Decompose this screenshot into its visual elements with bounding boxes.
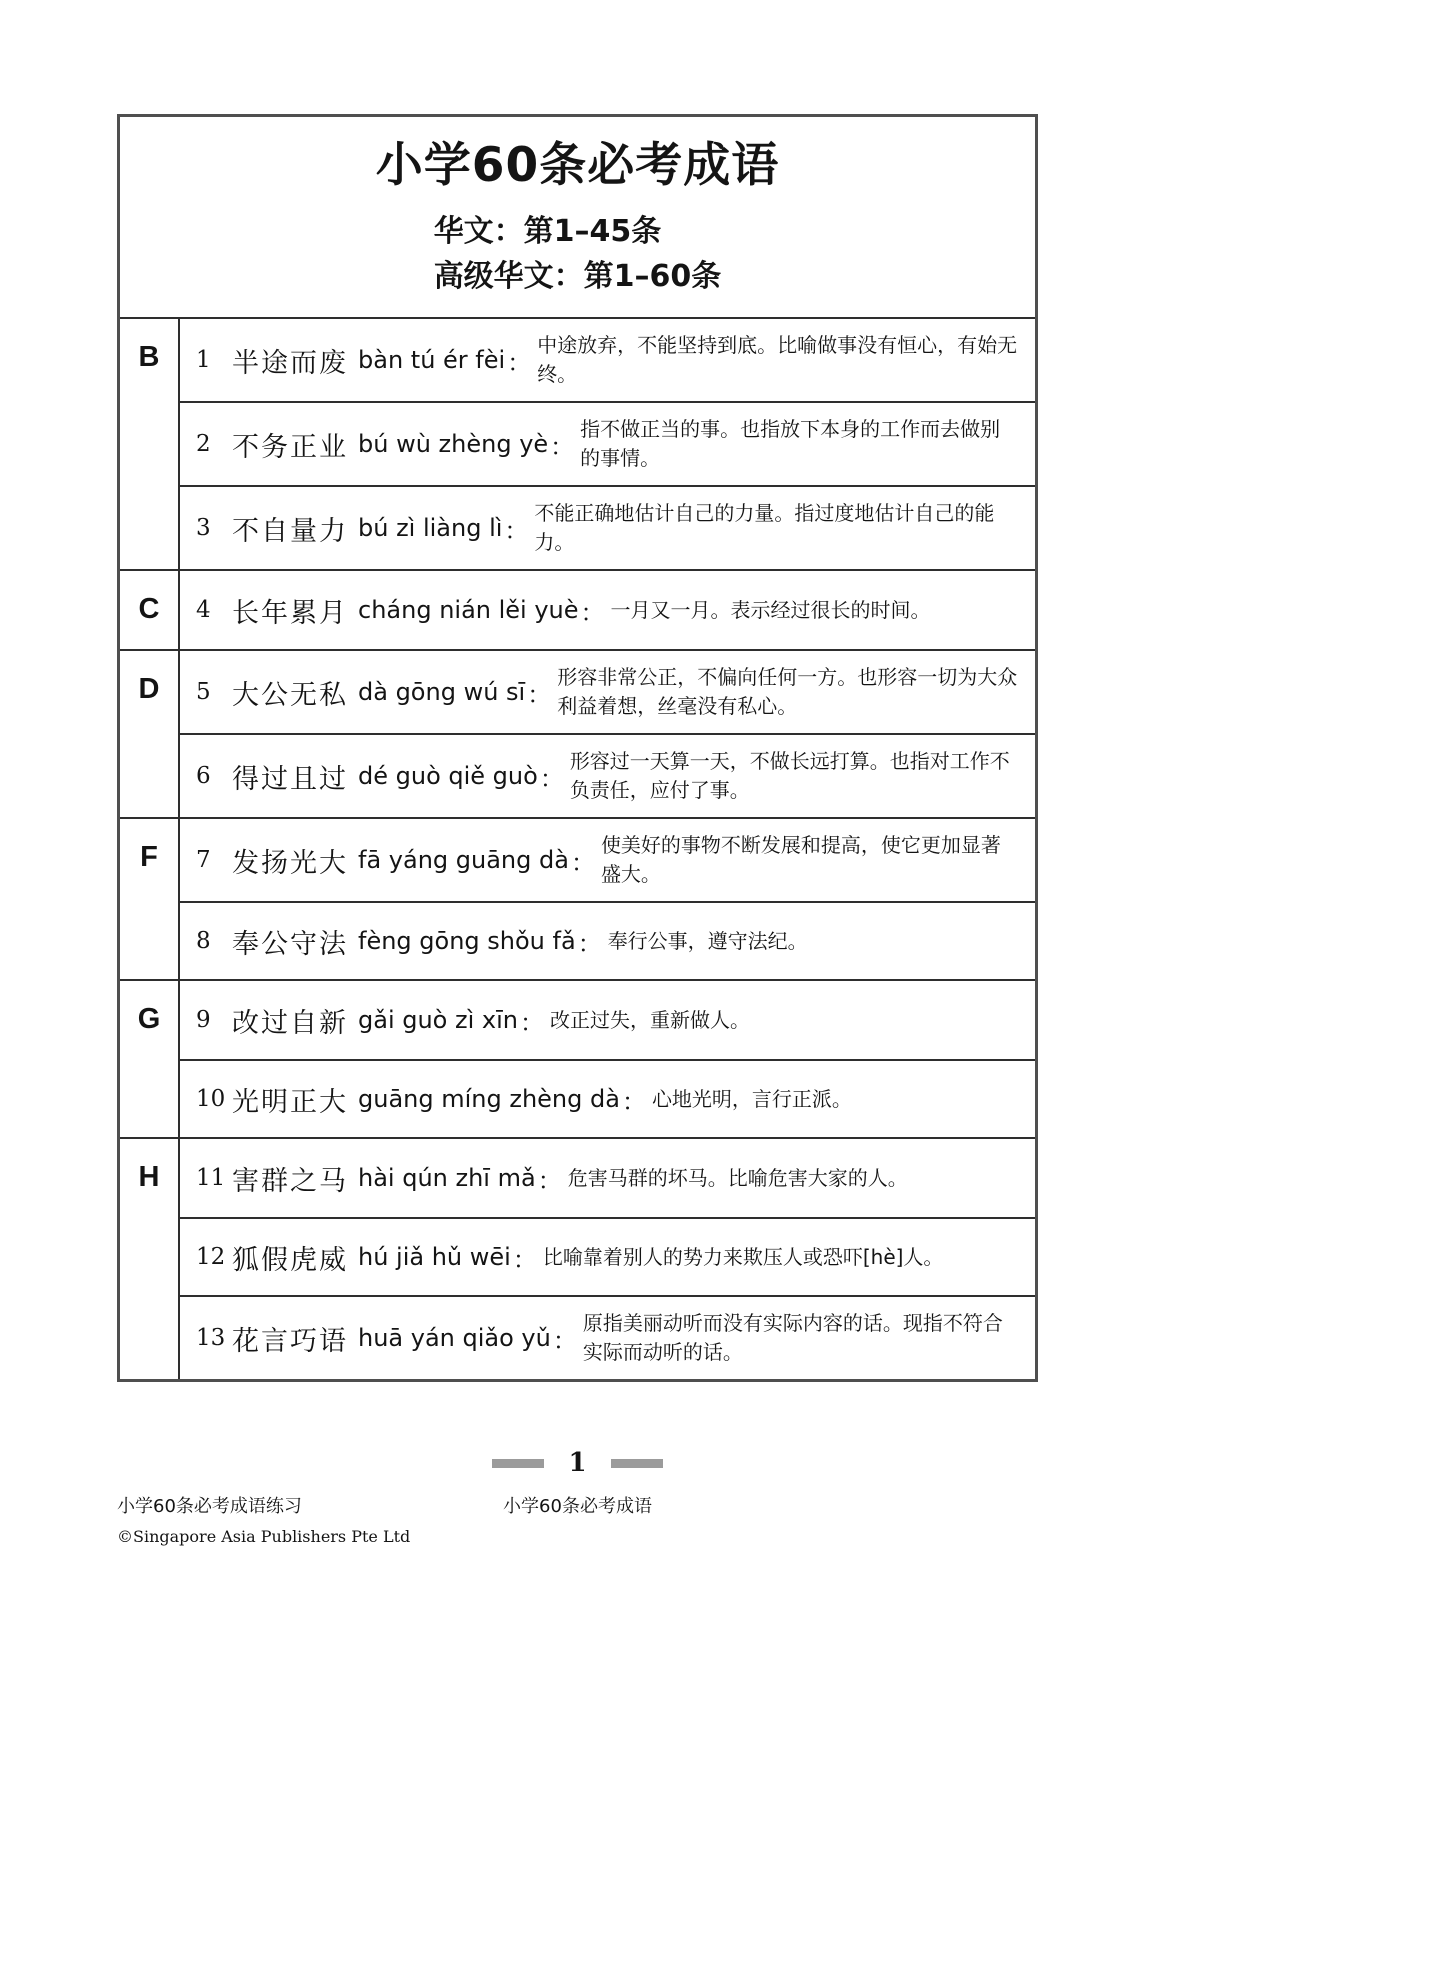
entry-idiom: 狐假虎威	[232, 1244, 348, 1276]
entry-pinyin: guāng míng zhèng dà	[358, 1085, 620, 1114]
entry-pinyin: fèng gōng shǒu fǎ	[358, 927, 576, 956]
entry-number: 10	[196, 1086, 226, 1113]
entry-pinyin: dà gōng wú sī	[358, 678, 526, 707]
letter-group-h	[120, 1139, 1035, 1379]
entry-idiom: 害群之马	[232, 1165, 348, 1197]
worksheet-frame	[117, 114, 1038, 1382]
idiom-entry	[180, 819, 1035, 901]
entry-number: 2	[196, 431, 211, 458]
entry-pinyin: dé guò qiě guò	[358, 762, 538, 791]
entry-number: 4	[196, 597, 211, 624]
idiom-entry	[180, 1139, 1035, 1217]
entry-idiom: 花言巧语	[232, 1325, 348, 1357]
page-footer	[117, 1448, 1038, 1478]
entry-pinyin: fā yáng guāng dà	[358, 846, 569, 875]
entry-idiom: 大公无私	[232, 679, 348, 711]
idiom-entry	[180, 485, 1035, 569]
idiom-entry	[180, 981, 1035, 1059]
entry-colon: ：	[550, 432, 575, 461]
entry-explanation: 心地光明，言行正派。	[651, 1086, 852, 1111]
entry-idiom: 光明正大	[232, 1086, 348, 1118]
idiom-entry	[180, 1295, 1035, 1379]
letter-cell: B	[120, 319, 180, 569]
entry-number: 3	[196, 515, 211, 542]
entry-colon: ：	[537, 1166, 562, 1195]
entry-explanation: 奉行公事，遵守法纪。	[607, 928, 808, 953]
footer-book-title: 小学60条必考成语	[503, 1496, 652, 1517]
letter-cell: H	[120, 1139, 180, 1379]
entry-idiom: 不务正业	[232, 431, 348, 463]
entry-idiom: 改过自新	[232, 1007, 348, 1039]
entry-number: 9	[196, 1007, 211, 1034]
entry-number: 13	[196, 1325, 226, 1352]
entry-pinyin: bú zì liàng lì	[358, 514, 503, 543]
entry-pinyin: gǎi guò zì xīn	[358, 1006, 518, 1035]
entry-explanation: 原指美丽动听而没有实际内容的话。现指不符合实际而动听的话。	[582, 1311, 1003, 1365]
entry-explanation: 一月又一月。表示经过很长的时间。	[610, 597, 931, 622]
idiom-entry	[180, 319, 1035, 401]
entry-pinyin: bú wù zhèng yè	[358, 430, 549, 459]
entry-colon: ：	[552, 1326, 577, 1355]
entry-explanation: 形容过一天算一天，不做长远打算。也指对工作不负责任，应付了事。	[569, 749, 1010, 803]
letter-cell: C	[120, 571, 180, 649]
idiom-entry	[180, 1217, 1035, 1295]
letter-group-f	[120, 819, 1035, 981]
group-entries	[180, 819, 1035, 979]
group-entries	[180, 1139, 1035, 1379]
group-entries	[180, 571, 1035, 649]
entry-idiom: 得过且过	[232, 763, 348, 795]
entry-number: 8	[196, 928, 211, 955]
page-header	[120, 117, 1035, 317]
idiom-entry	[180, 571, 1035, 649]
entry-colon: ：	[504, 516, 529, 545]
subtitle-chinese: 华文：第1–45条	[433, 214, 662, 250]
group-entries	[180, 651, 1035, 817]
entry-colon: ：	[507, 348, 532, 377]
entry-explanation: 比喻靠着别人的势力来欺压人或恐吓[hè]人。	[542, 1244, 944, 1269]
page-number: 1	[568, 1448, 587, 1478]
footer-copyright: ©Singapore Asia Publishers Pte Ltd	[117, 1527, 411, 1546]
entry-colon: ：	[577, 929, 602, 958]
footer-meta	[117, 1492, 1038, 1562]
entry-number: 5	[196, 679, 211, 706]
entry-explanation: 中途放弃，不能坚持到底。比喻做事没有恒心，有始无终。	[537, 333, 1018, 387]
entry-pinyin: huā yán qiǎo yǔ	[358, 1324, 551, 1353]
entry-idiom: 奉公守法	[232, 928, 348, 960]
entry-number: 11	[196, 1165, 226, 1192]
letter-group-b	[120, 319, 1035, 571]
idiom-entry	[180, 1059, 1035, 1137]
page-title: 小学60条必考成语	[375, 138, 780, 193]
entry-number: 6	[196, 763, 211, 790]
entry-colon: ：	[519, 1008, 544, 1037]
idiom-entry	[180, 651, 1035, 733]
idiom-table	[120, 317, 1035, 1379]
entry-number: 12	[196, 1244, 226, 1271]
footer-series-title: 小学60条必考成语练习	[117, 1496, 302, 1517]
letter-cell: D	[120, 651, 180, 817]
entry-colon: ：	[580, 598, 605, 627]
entry-pinyin: cháng nián lěi yuè	[358, 596, 579, 625]
subtitle-block	[434, 209, 722, 299]
entry-explanation: 形容非常公正，不偏向任何一方。也形容一切为大众利益着想，丝毫没有私心。	[557, 665, 1018, 719]
group-entries	[180, 319, 1035, 569]
idiom-entry	[180, 901, 1035, 979]
entry-number: 1	[196, 347, 211, 374]
entry-number: 7	[196, 847, 211, 874]
idiom-entry	[180, 733, 1035, 817]
entry-pinyin: hú jiǎ hǔ wēi	[358, 1243, 511, 1272]
entry-pinyin: bàn tú ér fèi	[358, 346, 506, 375]
letter-cell: F	[120, 819, 180, 979]
idiom-entry	[180, 401, 1035, 485]
entry-explanation: 改正过失，重新做人。	[549, 1007, 750, 1032]
entry-idiom: 半途而废	[232, 347, 348, 379]
entry-colon: ：	[512, 1245, 537, 1274]
entry-idiom: 不自量力	[232, 515, 348, 547]
entry-idiom: 发扬光大	[232, 847, 348, 879]
footer-bar-left	[492, 1459, 544, 1468]
footer-bar-right	[611, 1459, 663, 1468]
entry-explanation: 使美好的事物不断发展和提高，使它更加显著盛大。	[600, 833, 1001, 887]
letter-cell: G	[120, 981, 180, 1137]
letter-group-c	[120, 571, 1035, 651]
entry-explanation: 不能正确地估计自己的力量。指过度地估计自己的能力。	[534, 501, 995, 555]
subtitle-higher-chinese: 高级华文：第1–60条	[433, 259, 722, 295]
entry-colon: ：	[527, 680, 552, 709]
entry-pinyin: hài qún zhī mǎ	[358, 1164, 536, 1193]
entry-colon: ：	[539, 764, 564, 793]
letter-group-g	[120, 981, 1035, 1139]
entry-explanation: 危害马群的坏马。比喻危害大家的人。	[567, 1165, 908, 1190]
entry-idiom: 长年累月	[232, 597, 348, 629]
footer-left-block	[117, 1492, 410, 1546]
group-entries	[180, 981, 1035, 1137]
letter-group-d	[120, 651, 1035, 819]
entry-colon: ：	[621, 1087, 646, 1116]
entry-colon: ：	[570, 848, 595, 877]
entry-explanation: 指不做正当的事。也指放下本身的工作而去做别的事情。	[580, 417, 1001, 471]
